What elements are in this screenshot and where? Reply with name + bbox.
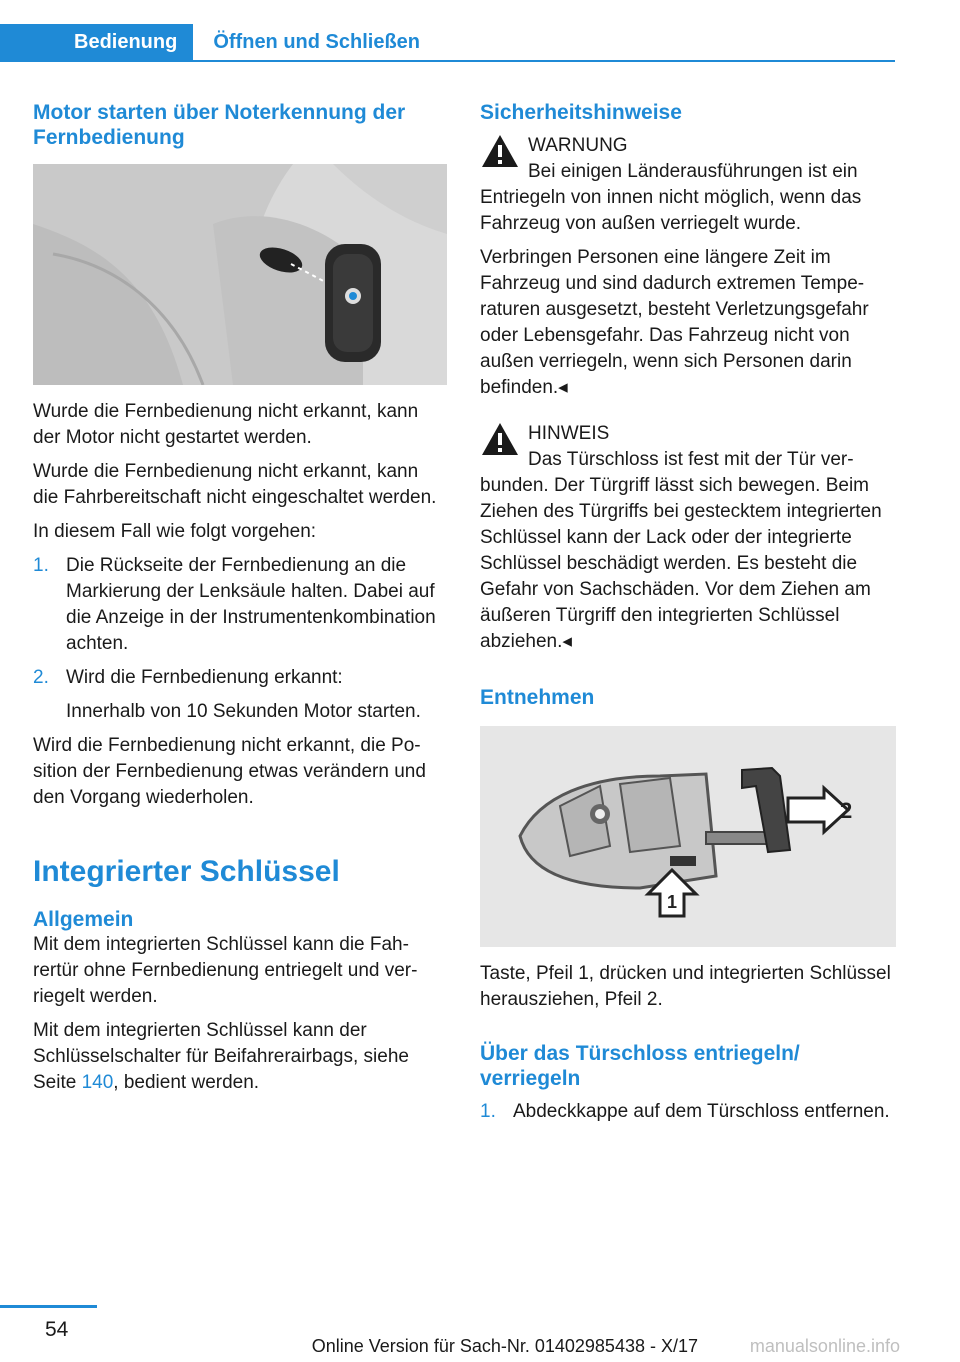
notice-body	[480, 447, 896, 655]
warning-body-2: Verbringen Personen eine längere Zeit im Fahrzeug und sind dadurch extremen Temperaturen ausgesetzt, besteht Verletzungsgefahr oder Lebensgefahr. Das Fahrzeug nicht von außen verriegeln, wenn sich Personen darin befinden.◂	[480, 247, 869, 398]
notice-body-text: Das Türschloss ist fest mit der Tür verbunden. Der Türgriff lässt sich bewegen. Beim Ziehen des Türgriffs bei gestecktem integrierten Schlüssel kann der Lack oder der integrierte Schlüssel beschädigt werden. Es besteht die Gefahr von Sachschäden. Vor dem Ziehen am äußeren Türgriff den integrierten Schlüssel abziehen.◂	[480, 449, 882, 652]
para-not-recognized-ready: Wurde die Fernbedienung nicht erkannt, kann die Fahrbereitschaft nicht eingeschaltet werden.	[33, 461, 437, 508]
key-removal-icon	[480, 726, 896, 947]
notice-block	[480, 421, 896, 655]
arrow-label-2: 2	[840, 798, 853, 823]
list-text: Die Rückseite der Fernbedienung an die Markierung der Lenksäule halten. Dabei auf die Anzeige in der Instrumentenkombination achten.	[66, 555, 436, 654]
para-key-airbag	[33, 1018, 447, 1096]
steering-column-icon	[33, 164, 447, 385]
para-key-airbag-end: , bedient werden.	[113, 1072, 260, 1093]
heading-remove: Entnehmen	[480, 686, 595, 709]
para-retry: Wird die Fernbedienung nicht erkannt, die Position der Fernbedienung etwas verändern und den Vorgang wiederholen.	[33, 735, 426, 808]
para-remove-key: Taste, Pfeil 1, drücken und integrierten Schlüssel herausziehen, Pfeil 2.	[480, 963, 891, 1010]
online-version: Online Version für Sach-Nr. 01402985438 - X/17	[311, 1336, 698, 1356]
para-proceed: In diesem Fall wie folgt vorgehen:	[33, 521, 317, 542]
para-key-airbag-text: Mit dem integrierten Schlüssel kann der Schlüsselschalter für Beifahrerairbags, siehe Seite	[33, 1020, 409, 1093]
left-column	[33, 100, 447, 1104]
list-number: 1.	[480, 1101, 496, 1122]
list-text: Abdeckkappe auf dem Türschloss entfernen.	[513, 1101, 890, 1122]
header-rule	[0, 60, 895, 62]
right-column	[480, 100, 896, 1133]
heading-general: Allgemein	[33, 908, 134, 931]
list-item	[33, 553, 447, 657]
unlock-steps-list	[480, 1099, 896, 1125]
watermark: manualsonline.info	[749, 1336, 900, 1356]
notice-title: HINWEIS	[528, 423, 610, 444]
steps-list	[33, 553, 447, 725]
para-not-recognized-motor: Wurde die Fernbedienung nicht erkannt, kann der Motor nicht gestartet werden.	[33, 401, 419, 448]
list-subtext: Innerhalb von 10 Sekunden Motor starten.	[66, 701, 421, 722]
heading-safety: Sicherheitshinweise	[480, 101, 682, 124]
arrow-label-1: 1	[667, 892, 678, 912]
footer-rule	[0, 1305, 97, 1308]
page-number: 54	[45, 1318, 69, 1341]
warning-title: WARNUNG	[528, 135, 628, 156]
list-item	[480, 1099, 896, 1125]
key-removal-illustration	[480, 726, 896, 947]
tab-bedienung[interactable]: Bedienung	[0, 24, 193, 60]
warning-body	[480, 159, 896, 237]
heading-integrated-key: Integrierter Schlüssel	[33, 855, 340, 888]
list-number: 2.	[33, 667, 49, 688]
list-number: 1.	[33, 555, 49, 576]
heading-unlock-lock: Über das Türschloss entriegeln/ verriegeln	[480, 1042, 800, 1090]
heading-motor-start: Motor starten über Noterkennung der Fernbedienung	[33, 101, 406, 149]
list-item	[33, 665, 447, 691]
warning-body-text: Bei einigen Länderausführungen ist ein Entriegeln von innen nicht möglich, wenn das Fahrzeug von außen verriegelt wurde.	[480, 161, 862, 234]
notice-triangle-icon	[480, 421, 520, 457]
page-link[interactable]: 140	[81, 1072, 114, 1093]
warning-block	[480, 133, 896, 237]
steering-column-illustration	[33, 164, 447, 385]
header-tabs	[0, 24, 440, 60]
warning-triangle-icon	[480, 133, 520, 169]
list-text: Wird die Fernbedienung erkannt:	[66, 667, 343, 688]
tab-oeffnen-schliessen[interactable]: Öffnen und Schließen	[213, 31, 421, 53]
para-key-door: Mit dem integrierten Schlüssel kann die Fahrertür ohne Fernbedienung entriegelt und verriegelt werden.	[33, 934, 418, 1007]
